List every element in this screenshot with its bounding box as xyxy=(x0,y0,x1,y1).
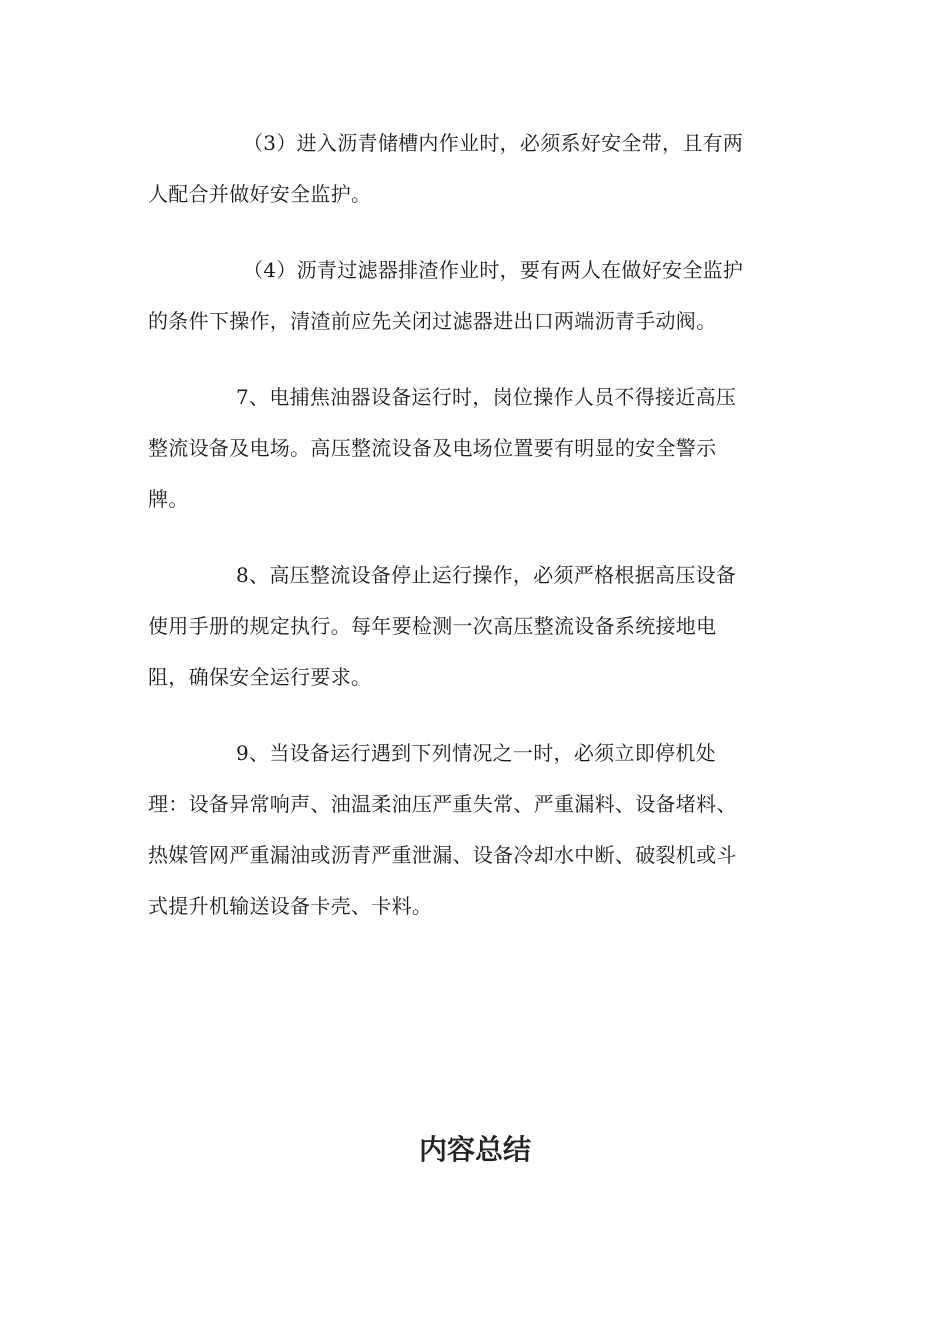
paragraph-item-4 xyxy=(148,245,798,347)
summary-heading: 内容总结 xyxy=(418,1133,531,1166)
paragraph-line: 式提升机输送设备卡壳、卡料。 xyxy=(148,894,433,918)
document-body xyxy=(148,118,798,957)
paragraph-line: （3）进入沥青储槽内作业时，必须系好安全带，且有两 xyxy=(243,131,744,155)
paragraph-line: 8、高压整流设备停止运行操作，必须严格根据高压设备 xyxy=(236,563,737,587)
paragraph-line: 9、当设备运行遇到下列情况之一时，必须立即停机处 xyxy=(236,741,716,765)
paragraph-line: 7、电捕焦油器设备运行时，岗位操作人员不得接近高压 xyxy=(236,385,737,409)
paragraph-item-7 xyxy=(148,372,798,525)
paragraph-line: 人配合并做好安全监护。 xyxy=(148,182,372,206)
paragraph-line: 整流设备及电场。高压整流设备及电场位置要有明显的安全警示 xyxy=(148,436,717,460)
paragraph-line: 的条件下操作，清渣前应先关闭过滤器进出口两端沥青手动阀。 xyxy=(148,309,717,333)
paragraph-line: 使用手册的规定执行。每年要检测一次高压整流设备系统接地电 xyxy=(148,614,717,638)
paragraph-item-9 xyxy=(148,728,798,932)
paragraph-line: 阻，确保安全运行要求。 xyxy=(148,665,372,689)
paragraph-item-3 xyxy=(148,118,798,220)
paragraph-line: 热媒管网严重漏油或沥青严重泄漏、设备冷却水中断、破裂机或斗 xyxy=(148,843,737,867)
paragraph-line: （4）沥青过滤器排渣作业时，要有两人在做好安全监护 xyxy=(243,258,744,282)
paragraph-item-8 xyxy=(148,550,798,703)
paragraph-line: 牌。 xyxy=(148,487,189,511)
paragraph-line: 理：设备异常响声、油温柔油压严重失常、严重漏料、设备堵料、 xyxy=(148,792,737,816)
